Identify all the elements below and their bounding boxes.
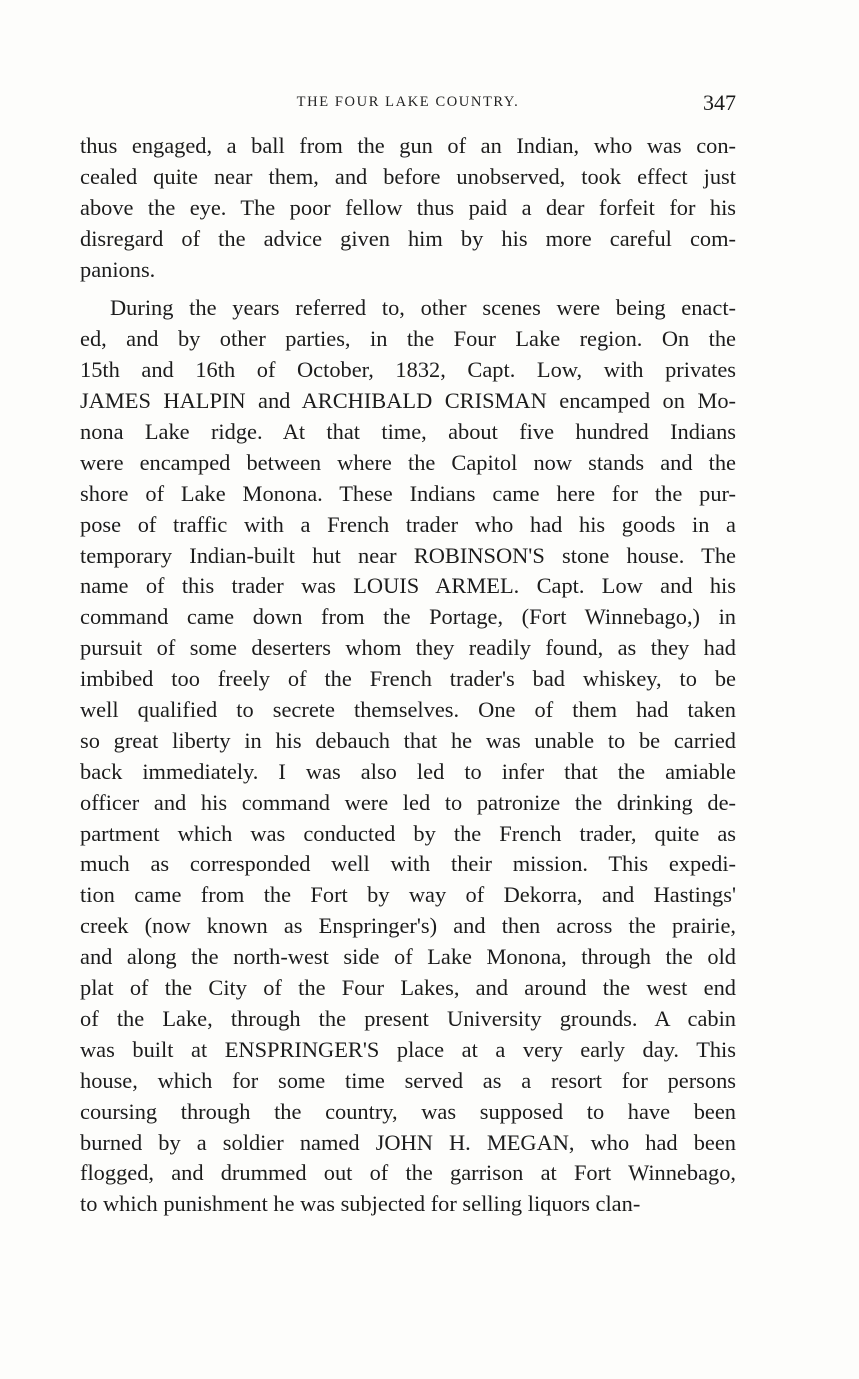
body-text	[80, 131, 736, 1220]
paragraph	[80, 293, 736, 1220]
text-line: disregard of the advice given him by his more careful com-	[80, 225, 736, 251]
running-title: THE FOUR LAKE COUNTRY.	[296, 94, 520, 110]
text-line: name of this trader was LOUIS ARMEL. Capt. Low and his	[80, 573, 736, 599]
text-line: creek (now known as Enspringer's) and then across the prairie,	[80, 913, 736, 939]
text-line: back immediately. I was also led to infer that the amiable	[80, 758, 736, 784]
text-line: temporary Indian-built hut near ROBINSON'S stone house. The	[80, 542, 736, 568]
text-line: nona Lake ridge. At that time, about five hundred Indians	[80, 419, 736, 445]
text-line: pursuit of some deserters whom they readily found, as they had	[80, 635, 736, 661]
text-line: imbibed too freely of the French trader's bad whiskey, to be	[80, 666, 736, 692]
text-line: house, which for some time served as a resort for persons	[80, 1067, 736, 1093]
text-line: command came down from the Portage, (Fort Winnebago,) in	[80, 604, 736, 630]
text-line: and along the north-west side of Lake Monona, through the old	[80, 944, 736, 970]
text-line: officer and his command were led to patronize the drinking de-	[80, 789, 736, 815]
text-line: During the years referred to, other scenes were being enact-	[110, 295, 736, 321]
text-line: burned by a soldier named JOHN H. MEGAN, who had been	[80, 1129, 736, 1155]
text-line: well qualified to secrete themselves. One of them had taken	[80, 697, 736, 723]
text-line: 15th and 16th of October, 1832, Capt. Low, with privates	[80, 357, 736, 383]
text-line: so great liberty in his debauch that he was unable to be carried	[80, 727, 736, 753]
text-line: of the Lake, through the present University grounds. A cabin	[80, 1005, 736, 1031]
text-line: plat of the City of the Four Lakes, and around the west end	[80, 975, 736, 1001]
running-header	[80, 90, 736, 120]
text-line: shore of Lake Monona. These Indians came here for the pur-	[80, 480, 736, 506]
page-number: 347	[703, 90, 736, 115]
text-line: flogged, and drummed out of the garrison at Fort Winnebago,	[80, 1160, 736, 1186]
text-line: tion came from the Fort by way of Dekorra, and Hastings'	[80, 882, 736, 908]
text-line: panions.	[80, 256, 156, 282]
paragraph-gap	[80, 285, 736, 293]
text-line: was built at ENSPRINGER'S place at a very early day. This	[80, 1036, 736, 1062]
text-line: thus engaged, a ball from the gun of an Indian, who was con-	[80, 133, 736, 158]
text-line: much as corresponded well with their mission. This expedi-	[80, 851, 736, 877]
text-line: were encamped between where the Capitol now stands and the	[80, 449, 736, 475]
paragraph	[80, 131, 736, 285]
text-line: to which punishment he was subjected for selling liquors clan-	[80, 1191, 641, 1217]
text-line: above the eye. The poor fellow thus paid a dear forfeit for his	[80, 194, 736, 220]
text-line: JAMES HALPIN and ARCHIBALD CRISMAN encamped on Mo-	[80, 388, 736, 414]
text-line: cealed quite near them, and before unobserved, took effect just	[80, 163, 736, 189]
text-line: partment which was conducted by the French trader, quite as	[80, 820, 736, 846]
text-line: pose of traffic with a French trader who had his goods in a	[80, 511, 736, 537]
text-line: coursing through the country, was supposed to have been	[80, 1098, 736, 1124]
text-line: ed, and by other parties, in the Four Lake region. On the	[80, 326, 736, 352]
